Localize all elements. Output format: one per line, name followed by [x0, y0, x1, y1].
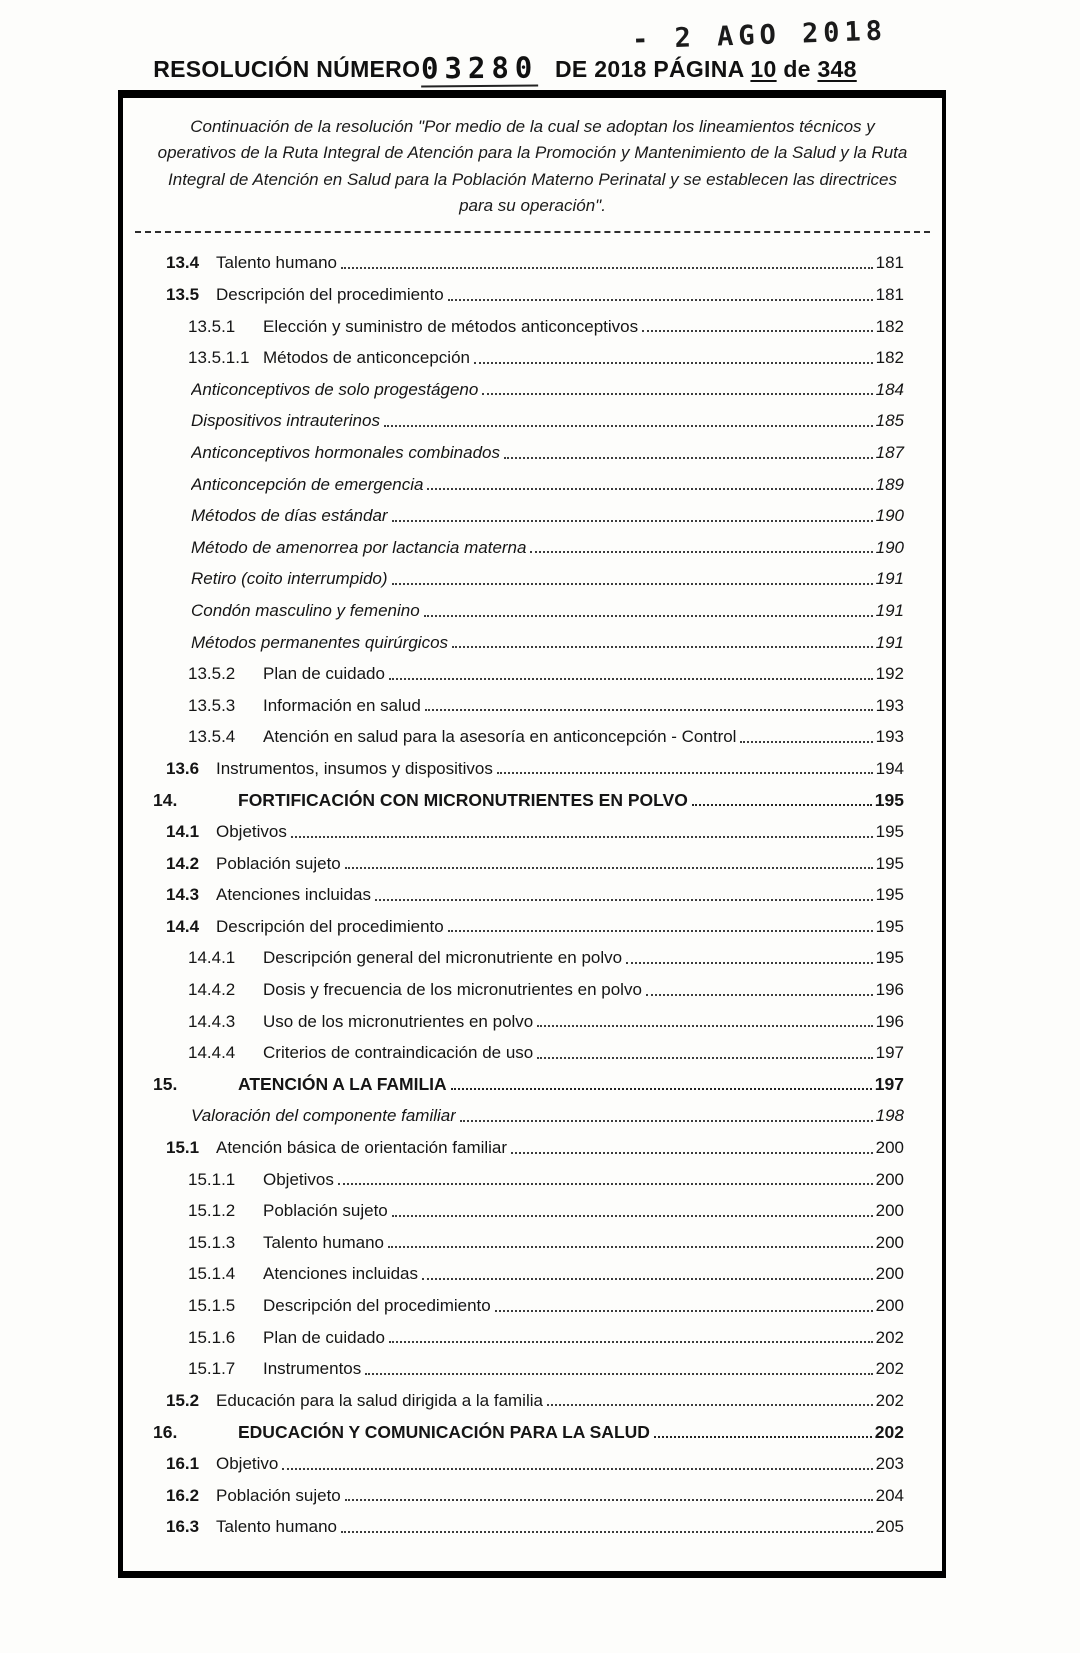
toc-entry-number: 15.1.3 [188, 1232, 236, 1252]
toc-entry-page: 200 [875, 1232, 904, 1252]
toc-dot-leader [422, 1278, 873, 1280]
toc-entry-number: 15.1.6 [188, 1327, 236, 1347]
toc-dot-leader [384, 425, 873, 427]
toc-dot-leader [740, 741, 872, 743]
toc-entry-page: 195 [875, 822, 904, 842]
toc-entry-title: Retiro (coito interrumpido) [191, 569, 388, 589]
toc-entry [123, 526, 904, 558]
toc-dot-leader [530, 551, 872, 553]
toc-entry-number: 13.4 [166, 253, 200, 273]
toc-entry [123, 589, 904, 621]
toc-dot-leader [392, 1215, 873, 1217]
toc-entry-page: 200 [875, 1138, 904, 1158]
toc-entry [123, 1221, 904, 1253]
toc-dot-leader [345, 1499, 873, 1501]
toc-entry-page: 195 [875, 948, 904, 968]
toc-entry-page: 200 [875, 1296, 904, 1316]
toc-entry [123, 1126, 904, 1158]
toc-dot-leader [497, 772, 873, 774]
toc-entry-title: Anticoncepción de emergencia [191, 474, 424, 494]
toc-entry-title: Elección y suministro de métodos anticonceptivos [263, 316, 639, 336]
toc-entry-page: 181 [875, 253, 904, 273]
toc-entry-page: 202 [875, 1390, 904, 1410]
toc-dot-leader [388, 1246, 873, 1248]
toc-entry-page: 194 [875, 758, 904, 778]
toc-entry-page: 193 [875, 695, 904, 715]
toc-entry-title: Instrumentos [263, 1359, 362, 1379]
toc-entry-number: 13.5.3 [188, 695, 236, 715]
toc-dot-leader [451, 1088, 872, 1090]
toc-entry-page: 182 [875, 316, 904, 336]
toc-entry-title: Población sujeto [263, 1201, 388, 1221]
continuation-note: Continuación de la resolución "Por medio de la cual se adoptan los lineamientos técnicos y operativos de la Ruta Integral de Atención para la Promoción y Mantenimiento de la Salud y la Ruta Integral de Atención en Salud para la Población Materno Perinatal y se establecen las directrices para su operación". [157, 117, 908, 216]
toc-entry [123, 778, 904, 810]
toc-entry [123, 463, 904, 495]
toc-entry-page: 197 [875, 1043, 904, 1063]
toc-entry-page: 189 [875, 474, 904, 494]
toc-entry-title: Métodos de anticoncepción [263, 348, 470, 368]
toc-entry-page: 190 [875, 537, 904, 557]
toc-entry-title: Métodos de días estándar [191, 506, 388, 526]
of-word: de [783, 56, 811, 82]
toc-dot-leader [338, 1183, 873, 1185]
toc-entry-title: Descripción del procedimiento [216, 916, 444, 936]
toc-entry-page: 203 [875, 1453, 904, 1473]
toc-entry [123, 1031, 904, 1063]
toc-entry-number: 16. [153, 1421, 178, 1442]
toc-dot-leader [448, 299, 873, 301]
toc-entry-page: 191 [875, 600, 904, 620]
toc-entry-page: 196 [875, 1011, 904, 1031]
toc-entry-number: 13.5.1.1 [188, 348, 250, 368]
toc-entry-page: 185 [875, 411, 904, 431]
toc-entry [123, 368, 904, 400]
toc-entry [123, 336, 904, 368]
toc-dot-leader [392, 520, 873, 522]
toc-entry [123, 1063, 904, 1095]
dashed-separator [135, 231, 930, 233]
toc-dot-leader [504, 457, 873, 459]
toc-entry-number: 15.1.2 [188, 1201, 236, 1221]
toc-entry-number: 15.1.1 [188, 1169, 236, 1189]
toc-dot-leader [448, 930, 873, 932]
toc-entry-number: 16.2 [166, 1485, 200, 1505]
toc-entry-page: 191 [875, 569, 904, 589]
toc-entry [123, 1094, 904, 1126]
toc-entry-page: 193 [875, 727, 904, 747]
toc-entry-title: Anticonceptivos hormonales combinados [191, 442, 501, 462]
toc-entry [123, 273, 904, 305]
toc-entry-title: Atención básica de orientación familiar [216, 1138, 508, 1158]
toc-entry-number: 15.1.4 [188, 1264, 236, 1284]
toc-entry [123, 810, 904, 842]
toc-entry-page: 195 [875, 885, 904, 905]
toc-entry-number: 16.3 [166, 1517, 200, 1537]
toc-entry [123, 621, 904, 653]
toc-entry-number: 15.2 [166, 1390, 200, 1410]
toc-entry [123, 747, 904, 779]
toc-entry-title: Descripción general del micronutriente en polvo [263, 948, 623, 968]
toc-dot-leader [646, 994, 873, 996]
toc-entry [123, 399, 904, 431]
toc-entry [123, 842, 904, 874]
toc-entry-title: Talento humano [216, 253, 337, 273]
toc-entry-title: ATENCIÓN A LA FAMILIA [238, 1074, 447, 1095]
toc-entry [123, 873, 904, 905]
toc-entry-number: 14.4.2 [188, 980, 236, 1000]
toc-entry-title: Plan de cuidado [263, 1327, 385, 1347]
toc-entry-page: 202 [875, 1359, 904, 1379]
toc-dot-leader [654, 1436, 872, 1438]
toc-entry-page: 205 [875, 1517, 904, 1537]
toc-entry [123, 652, 904, 684]
toc-entry-page: 200 [875, 1264, 904, 1284]
toc-entry [123, 1284, 904, 1316]
resolution-number-stamp: 03280 [420, 50, 539, 86]
toc-entry-page: 195 [874, 789, 904, 810]
toc-entry-title: EDUCACIÓN Y COMUNICACIÓN PARA LA SALUD [238, 1421, 650, 1442]
resolution-header [0, 50, 1010, 86]
toc-entry-title: Población sujeto [216, 1485, 341, 1505]
toc-entry-title: Talento humano [263, 1232, 384, 1252]
toc-entry [123, 241, 904, 273]
toc-entry-number: 13.5.4 [188, 727, 236, 747]
toc-entry-title: Atenciones incluidas [216, 885, 371, 905]
toc-entry [123, 1474, 904, 1506]
toc-entry-title: Educación para la salud dirigida a la familia [216, 1390, 543, 1410]
toc-entry-title: Población sujeto [216, 853, 341, 873]
toc-entry-title: Criterios de contraindicación de uso [263, 1043, 534, 1063]
toc-dot-leader [282, 1468, 872, 1470]
toc-entry-title: Objetivos [263, 1169, 334, 1189]
toc-entry-number: 13.5.2 [188, 664, 236, 684]
toc-dot-leader [537, 1057, 872, 1059]
toc-entry-page: 197 [874, 1074, 904, 1095]
toc-dot-leader [365, 1373, 872, 1375]
toc-dot-leader [389, 678, 873, 680]
toc-list [123, 241, 942, 1536]
toc-entry-page: 184 [875, 379, 904, 399]
toc-entry-page: 181 [875, 285, 904, 305]
toc-entry-title: Plan de cuidado [263, 664, 385, 684]
toc-entry-page: 192 [875, 664, 904, 684]
toc-entry [123, 1316, 904, 1348]
toc-dot-leader [424, 615, 873, 617]
toc-entry-number: 14.1 [166, 822, 200, 842]
toc-dot-leader [626, 962, 873, 964]
toc-dot-leader [642, 330, 872, 332]
toc-entry-page: 190 [875, 506, 904, 526]
toc-dot-leader [495, 1310, 873, 1312]
toc-dot-leader [427, 488, 872, 490]
toc-entry-page: 202 [875, 1327, 904, 1347]
toc-entry-title: Descripción del procedimiento [216, 285, 444, 305]
toc-entry [123, 684, 904, 716]
toc-entry-title: Objetivos [216, 822, 287, 842]
toc-entry-number: 13.5 [166, 285, 200, 305]
toc-dot-leader [474, 362, 873, 364]
toc-entry-page: 182 [875, 348, 904, 368]
toc-entry-title: Descripción del procedimiento [263, 1296, 491, 1316]
toc-dot-leader [511, 1152, 873, 1154]
toc-entry-number: 14. [153, 789, 178, 810]
toc-entry [123, 1000, 904, 1032]
toc-entry [123, 431, 904, 463]
continuation-box [118, 90, 946, 1578]
toc-entry-title: Dosis y frecuencia de los micronutrientes en polvo [263, 980, 642, 1000]
toc-entry-page: 200 [875, 1201, 904, 1221]
toc-entry-page: 202 [874, 1421, 904, 1442]
page-current: 10 [750, 56, 777, 82]
toc-entry-title: FORTIFICACIÓN CON MICRONUTRIENTES EN POLVO [238, 789, 688, 810]
toc-entry [123, 905, 904, 937]
toc-dot-leader [692, 804, 872, 806]
resolution-header-middle: DE 2018 PÁGINA [555, 56, 744, 82]
toc-entry-number: 14.2 [166, 853, 200, 873]
toc-entry-page: 196 [875, 980, 904, 1000]
toc-entry-number: 15.1 [166, 1138, 200, 1158]
toc-dot-leader [425, 709, 873, 711]
toc-entry-title: Atenciones incluidas [263, 1264, 418, 1284]
toc-entry-title: Instrumentos, insumos y dispositivos [216, 758, 493, 778]
toc-entry-title: Información en salud [263, 695, 421, 715]
toc-entry-number: 13.5.1 [188, 316, 236, 336]
toc-dot-leader [389, 1341, 873, 1343]
toc-entry [123, 494, 904, 526]
toc-entry-title: Uso de los micronutrientes en polvo [263, 1011, 534, 1031]
toc-entry-title: Atención en salud para la asesoría en anticoncepción - Control [263, 727, 737, 747]
toc-entry [123, 1252, 904, 1284]
toc-entry [123, 1158, 904, 1190]
toc-entry-title: Condón masculino y femenino [191, 600, 420, 620]
toc-entry [123, 557, 904, 589]
toc-entry-number: 15.1.5 [188, 1296, 236, 1316]
toc-entry-page: 191 [875, 632, 904, 652]
toc-dot-leader [537, 1025, 872, 1027]
toc-dot-leader [460, 1120, 873, 1122]
toc-entry [123, 1410, 904, 1442]
toc-entry-title: Métodos permanentes quirúrgicos [191, 632, 449, 652]
toc-entry-title: Valoración del componente familiar [191, 1106, 456, 1126]
toc-entry-number: 14.4.4 [188, 1043, 236, 1063]
toc-entry-page: 198 [875, 1106, 904, 1126]
toc-entry-title: Método de amenorrea por lactancia materna [191, 537, 527, 557]
toc-entry-title: Anticonceptivos de solo progestágeno [191, 379, 479, 399]
toc-entry [123, 1347, 904, 1379]
toc-dot-leader [392, 583, 873, 585]
toc-entry-title: Dispositivos intrauterinos [191, 411, 380, 431]
resolution-header-prefix: RESOLUCIÓN NÚMERO [153, 56, 421, 82]
toc-entry [123, 1379, 904, 1411]
toc-entry [123, 1189, 904, 1221]
toc-dot-leader [291, 836, 873, 838]
toc-entry-title: Objetivo [216, 1453, 279, 1473]
toc-dot-leader [547, 1404, 873, 1406]
toc-entry-page: 187 [875, 442, 904, 462]
toc-entry-title: Talento humano [216, 1517, 337, 1537]
toc-entry [123, 968, 904, 1000]
toc-dot-leader [341, 1531, 873, 1533]
toc-dot-leader [452, 646, 873, 648]
toc-entry-page: 195 [875, 916, 904, 936]
toc-entry [123, 936, 904, 968]
toc-entry-page: 204 [875, 1485, 904, 1505]
toc-entry-number: 14.3 [166, 885, 200, 905]
toc-entry-number: 15. [153, 1074, 178, 1095]
toc-entry [123, 1442, 904, 1474]
date-stamp: - 2 AGO 2018 [631, 15, 888, 56]
toc-entry-number: 14.4.3 [188, 1011, 236, 1031]
toc-entry [123, 1505, 904, 1537]
toc-entry [123, 715, 904, 747]
toc-entry [123, 305, 904, 337]
toc-entry-number: 15.1.7 [188, 1359, 236, 1379]
toc-entry-number: 16.1 [166, 1453, 200, 1473]
toc-dot-leader [345, 867, 873, 869]
toc-dot-leader [482, 393, 872, 395]
page-total: 348 [817, 56, 857, 82]
toc-entry-number: 14.4.1 [188, 948, 236, 968]
toc-entry-page: 195 [875, 853, 904, 873]
toc-entry-number: 13.6 [166, 758, 200, 778]
toc-entry-page: 200 [875, 1169, 904, 1189]
toc-dot-leader [375, 899, 873, 901]
toc-dot-leader [341, 267, 873, 269]
toc-entry-number: 14.4 [166, 916, 200, 936]
